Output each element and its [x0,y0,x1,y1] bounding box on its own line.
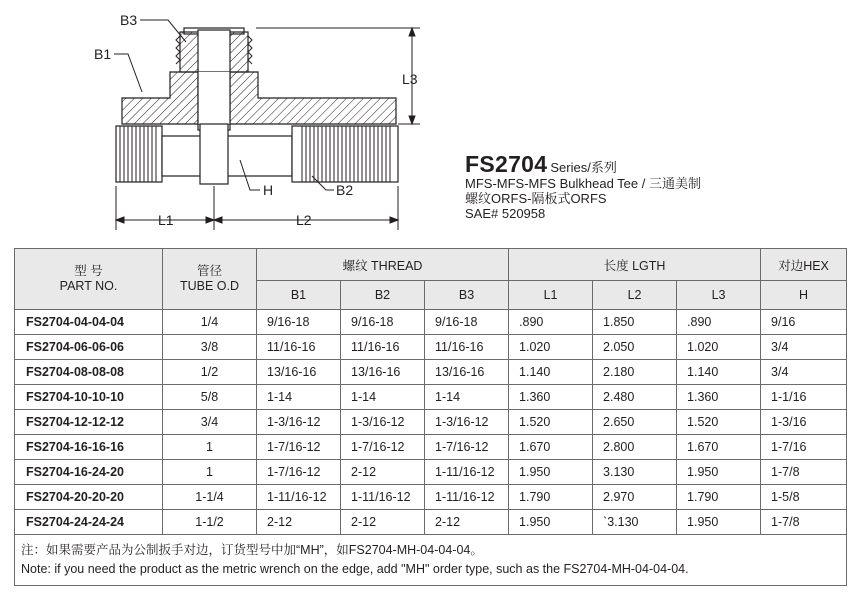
header-l2: L2 [593,281,677,310]
header-b2: B2 [341,281,425,310]
label-b1: B1 [94,46,112,62]
header-hex: 对边HEX [761,249,847,281]
table-row: FS2704-06-06-06 3/8 11/16-16 11/16-16 11/16-16 1.020 2.050 1.020 3/4 [15,335,847,360]
table-row: FS2704-16-16-16 1 1-7/16-12 1-7/16-12 1-7/16-12 1.670 2.800 1.670 1-7/16 [15,435,847,460]
right-thread [292,126,398,182]
table-row: FS2704-24-24-24 1-1/2 2-12 2-12 2-12 1.950 `3.130 1.950 1-7/8 [15,510,847,535]
bulkhead-tee-drawing [80,8,440,233]
label-l1: L1 [158,212,174,228]
header-l1: L1 [509,281,593,310]
product-description: MFS-MFS-MFS Bulkhead Tee / 三通美制 [465,176,701,192]
label-h: H [263,182,274,198]
note-row [15,535,847,586]
header-tube-od: 管径 TUBE O.D [163,249,257,310]
left-thread [116,126,162,182]
spec-table [14,248,847,586]
product-code: FS2704 [465,151,548,177]
table-row: FS2704-08-08-08 1/2 13/16-16 13/16-16 13/16-16 1.140 2.180 1.140 3/4 [15,360,847,385]
header-thread: 螺纹 THREAD [257,249,509,281]
header-length: 长度 LGTH [509,249,761,281]
label-l3: L3 [402,71,418,87]
label-b2: B2 [336,182,354,198]
sae-number: SAE# 520958 [465,206,546,222]
product-heading [465,151,701,222]
series-label: Series/系列 [550,160,617,175]
table-row: FS2704-20-20-20 1-1/4 1-11/16-12 1-11/16-12 1-11/16-12 1.790 2.970 1.790 1-5/8 [15,485,847,510]
header-l3: L3 [677,281,761,310]
note-en: Note: if you need the product as the metric wrench on the edge, add "MH" order type, such as the FS2704-MH-04-04-04. [21,562,689,576]
table-row: FS2704-16-24-20 1 1-7/16-12 2-12 1-11/16-12 1.950 3.130 1.950 1-7/8 [15,460,847,485]
table-row: FS2704-12-12-12 3/4 1-3/16-12 1-3/16-12 1-3/16-12 1.520 2.650 1.520 1-3/16 [15,410,847,435]
order-note [15,535,847,586]
table-row: FS2704-04-04-04 1/4 9/16-18 9/16-18 9/16-18 .890 1.850 .890 9/16 [15,310,847,335]
tee-body [122,72,396,124]
product-description-cn: 螺纹ORFS-隔板式ORFS [465,191,607,207]
header-part-no: 型 号 PART NO. [15,249,163,310]
header-h: H [761,281,847,310]
note-cn: 注：如果需要产品为公制扳手对边，订货型号中加“MH”，如FS2704-MH-04-04-04。 [21,543,483,558]
label-l2: L2 [296,212,312,228]
label-b3: B3 [120,12,138,28]
header-b3: B3 [425,281,509,310]
header-b1: B1 [257,281,341,310]
table-row: FS2704-10-10-10 5/8 1-14 1-14 1-14 1.360 2.480 1.360 1-1/16 [15,385,847,410]
